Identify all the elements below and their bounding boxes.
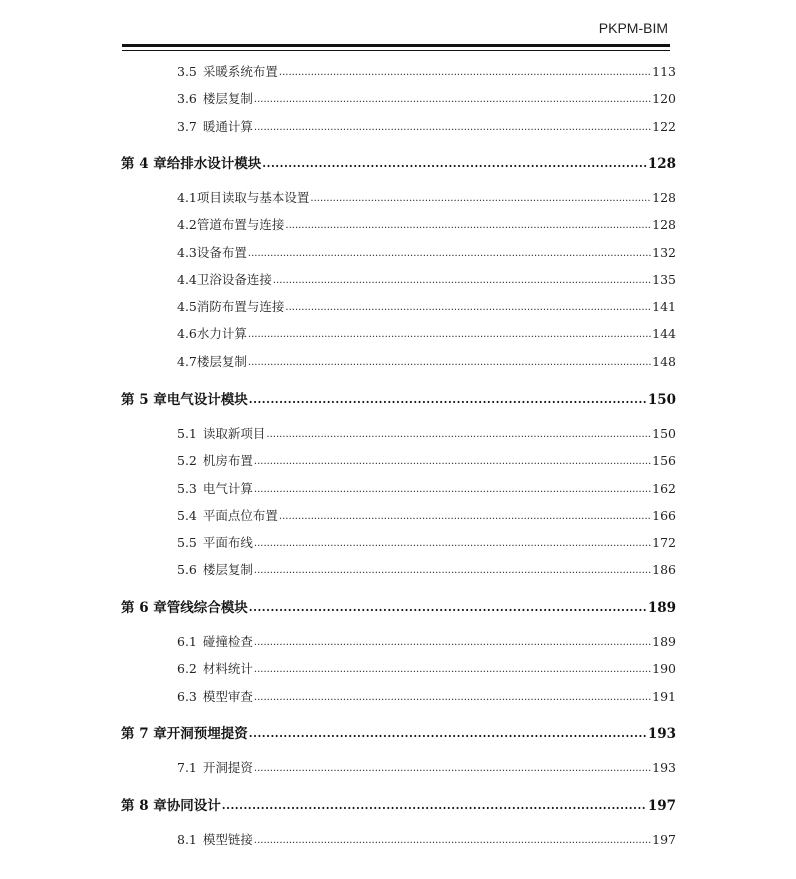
chapter-number: 第 7 章 — [121, 726, 167, 742]
toc-section-entry — [177, 687, 676, 705]
page-number: 197 — [647, 798, 676, 814]
dot-leader — [266, 425, 651, 440]
section-title: 材料统计 — [202, 661, 253, 676]
dot-leader — [285, 216, 651, 231]
dot-leader — [254, 480, 651, 495]
section-title: 开洞提资 — [202, 760, 253, 775]
section-title: 水力计算 — [196, 326, 247, 341]
chapter-title: 电气设计模块 — [166, 392, 248, 408]
section-title: 采暖系统布置 — [202, 64, 278, 79]
page-number: 189 — [647, 600, 676, 616]
toc-section-entry — [177, 62, 676, 80]
toc-section-entry — [177, 188, 676, 206]
toc-section-entry — [177, 117, 676, 135]
header-rule — [122, 44, 670, 47]
dot-leader — [254, 688, 651, 703]
toc-section-entry — [177, 352, 676, 370]
toc-section-entry — [177, 424, 676, 442]
section-title: 读取新项目 — [202, 426, 266, 441]
toc-chapter-entry — [121, 596, 676, 616]
dot-leader — [262, 155, 647, 171]
header-rule-thin — [122, 50, 670, 51]
page-number: 128 — [652, 217, 676, 232]
toc-section-entry — [177, 758, 676, 776]
page-number: 190 — [652, 661, 676, 676]
section-title: 机房布置 — [202, 453, 253, 468]
toc-chapter-entry — [121, 388, 676, 408]
section-title: 管道布置与连接 — [196, 217, 285, 232]
page-number: 120 — [652, 91, 676, 106]
toc-chapter-entry — [121, 722, 676, 742]
page-number: 122 — [652, 119, 676, 134]
toc-section-entry — [177, 297, 676, 315]
page-number: 150 — [647, 392, 676, 408]
dot-leader — [248, 353, 651, 368]
toc-section-entry — [177, 560, 676, 578]
section-number: 4.7 — [177, 354, 197, 369]
section-number: 4.3 — [177, 245, 197, 260]
page-number: 189 — [652, 634, 676, 649]
section-number: 5.5 — [177, 535, 197, 550]
page-number: 150 — [652, 426, 676, 441]
toc-section-entry — [177, 215, 676, 233]
page-number: 172 — [652, 535, 676, 550]
section-number: 4.4 — [177, 272, 197, 287]
section-title: 设备布置 — [196, 245, 247, 260]
toc-section-entry — [177, 243, 676, 261]
toc-section-entry — [177, 479, 676, 497]
chapter-number: 第 5 章 — [121, 392, 167, 408]
section-title: 项目读取与基本设置 — [196, 190, 310, 205]
page-number: 141 — [652, 299, 676, 314]
page-number: 156 — [652, 453, 676, 468]
section-title: 楼层复制 — [196, 354, 247, 369]
dot-leader — [254, 831, 651, 846]
page-number: 186 — [652, 562, 676, 577]
dot-leader — [254, 534, 651, 549]
dot-leader — [279, 63, 651, 78]
page-number: 162 — [652, 481, 676, 496]
toc-section-entry — [177, 324, 676, 342]
dot-leader — [254, 759, 651, 774]
page-number: 128 — [647, 156, 676, 172]
section-number: 3.6 — [177, 91, 197, 106]
page-number: 128 — [652, 190, 676, 205]
section-title: 消防布置与连接 — [196, 299, 285, 314]
dot-leader — [249, 725, 647, 741]
dot-leader — [254, 633, 651, 648]
page-number: 193 — [652, 760, 676, 775]
section-title: 卫浴设备连接 — [196, 272, 272, 287]
section-number: 8.1 — [177, 832, 197, 847]
chapter-number: 第 8 章 — [121, 798, 167, 814]
dot-leader — [285, 298, 651, 313]
toc-section-entry — [177, 270, 676, 288]
page-number: 135 — [652, 272, 676, 287]
dot-leader — [254, 452, 651, 467]
section-number: 6.1 — [177, 634, 197, 649]
chapter-number: 第 4 章 — [121, 156, 167, 172]
toc-chapter-entry — [121, 794, 676, 814]
dot-leader — [254, 118, 651, 133]
section-number: 5.2 — [177, 453, 197, 468]
section-number: 5.1 — [177, 426, 197, 441]
page-number: 191 — [652, 689, 676, 704]
dot-leader — [248, 325, 651, 340]
page-number: 193 — [647, 726, 676, 742]
dot-leader — [248, 244, 651, 259]
chapter-title: 给排水设计模块 — [166, 156, 262, 172]
section-number: 4.6 — [177, 326, 197, 341]
section-number: 3.7 — [177, 119, 197, 134]
section-number: 6.3 — [177, 689, 197, 704]
section-number: 4.1 — [177, 190, 197, 205]
section-title: 暖通计算 — [202, 119, 253, 134]
section-number: 6.2 — [177, 661, 197, 676]
dot-leader — [222, 797, 647, 813]
dot-leader — [254, 660, 651, 675]
section-number: 4.5 — [177, 299, 197, 314]
section-number: 5.6 — [177, 562, 197, 577]
page-header-title: PKPM-BIM — [598, 20, 668, 36]
dot-leader — [249, 599, 647, 615]
section-title: 楼层复制 — [202, 91, 253, 106]
dot-leader — [249, 391, 647, 407]
dot-leader — [279, 507, 651, 522]
section-number: 7.1 — [177, 760, 197, 775]
page-number: 144 — [652, 326, 676, 341]
section-title: 楼层复制 — [202, 562, 253, 577]
section-title: 模型链接 — [202, 832, 253, 847]
chapter-title: 协同设计 — [166, 798, 221, 814]
chapter-title: 开洞预埋提资 — [166, 726, 248, 742]
section-title: 碰撞检查 — [202, 634, 253, 649]
toc-section-entry — [177, 830, 676, 848]
section-title: 平面点位布置 — [202, 508, 278, 523]
page-number: 197 — [652, 832, 676, 847]
section-number: 5.3 — [177, 481, 197, 496]
chapter-number: 第 6 章 — [121, 600, 167, 616]
dot-leader — [254, 561, 651, 576]
chapter-title: 管线综合模块 — [166, 600, 248, 616]
page-number: 166 — [652, 508, 676, 523]
section-title: 平面布线 — [202, 535, 253, 550]
toc-section-entry — [177, 659, 676, 677]
toc-section-entry — [177, 632, 676, 650]
toc-section-entry — [177, 89, 676, 107]
toc-section-entry — [177, 451, 676, 469]
section-number: 5.4 — [177, 508, 197, 523]
page-number: 113 — [652, 64, 676, 79]
section-number: 4.2 — [177, 217, 197, 232]
section-title: 电气计算 — [202, 481, 253, 496]
dot-leader — [254, 90, 651, 105]
toc-section-entry — [177, 533, 676, 551]
toc-chapter-entry — [121, 152, 676, 172]
dot-leader — [273, 271, 651, 286]
section-number: 3.5 — [177, 64, 197, 79]
page-number: 148 — [652, 354, 676, 369]
toc-section-entry — [177, 506, 676, 524]
dot-leader — [310, 189, 651, 204]
page-number: 132 — [652, 245, 676, 260]
section-title: 模型审查 — [202, 689, 253, 704]
